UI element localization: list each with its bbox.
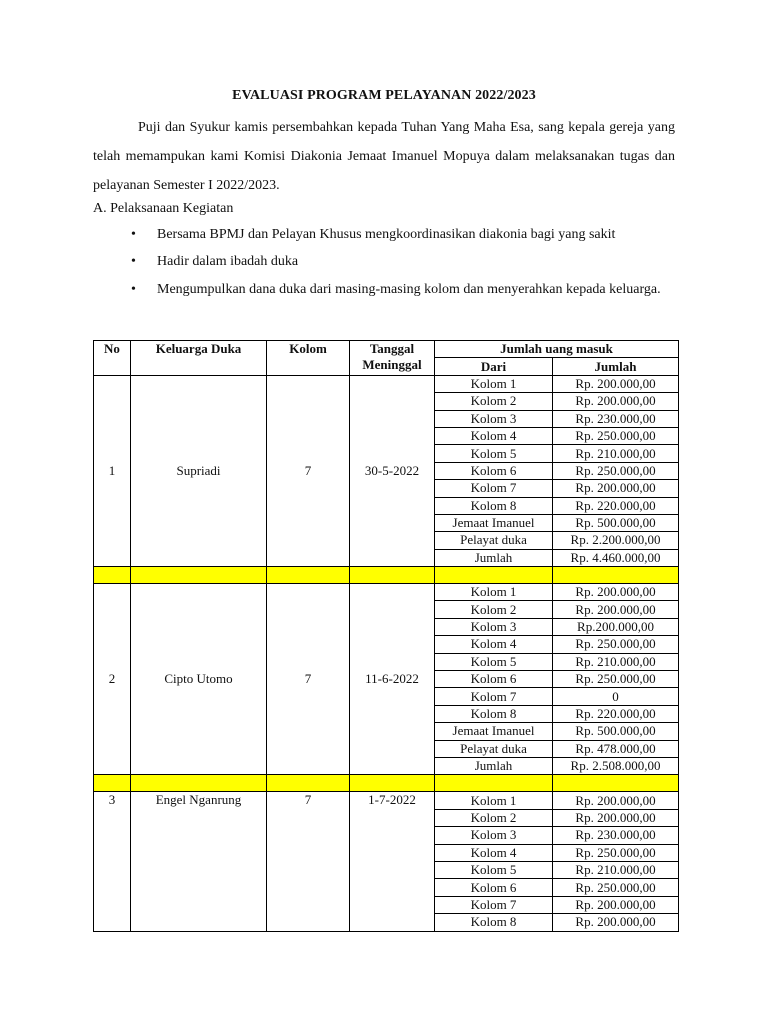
separator-cell [267,567,350,584]
bullet-icon: • [131,282,136,297]
cell-jumlah: Rp. 200.000,00 [553,809,679,826]
table-row [94,792,679,809]
header-tanggal-meninggal: Tanggal Meninggal [350,341,435,376]
cell-jumlah: Rp. 4.460.000,00 [553,549,679,566]
cell-dari: Kolom 4 [435,427,553,444]
cell-dari: Jumlah [435,757,553,774]
activity-text: Mengumpulkan dana duka dari masing-masing kolom dan menyerahkan kepada keluarga. [157,282,661,297]
separator-cell [267,775,350,792]
cell-keluarga-duka: Supriadi [131,375,267,566]
cell-kolom: 7 [267,792,350,931]
cell-keluarga-duka: Cipto Utomo [131,584,267,775]
cell-dari: Jemaat Imanuel [435,723,553,740]
cell-dari: Kolom 6 [435,462,553,479]
cell-jumlah: Rp. 230.000,00 [553,410,679,427]
header-jumlah-uang-masuk: Jumlah uang masuk [435,341,679,358]
cell-dari: Kolom 8 [435,497,553,514]
cell-dari: Kolom 1 [435,792,553,809]
highlight-separator-row [94,775,679,792]
cell-kolom: 7 [267,584,350,775]
cell-dari: Kolom 1 [435,375,553,392]
separator-cell [94,775,131,792]
bullet-icon: • [131,227,136,242]
cell-jumlah: Rp. 500.000,00 [553,723,679,740]
cell-jumlah: Rp. 220.000,00 [553,705,679,722]
cell-jumlah: Rp. 200.000,00 [553,914,679,931]
cell-jumlah: Rp. 200.000,00 [553,584,679,601]
cell-jumlah: Rp. 210.000,00 [553,653,679,670]
table-row [94,375,679,392]
intro-paragraph [93,113,675,200]
document-title: EVALUASI PROGRAM PELAYANAN 2022/2023 [232,88,536,103]
header-no: No [94,341,131,376]
cell-dari: Kolom 2 [435,809,553,826]
cell-dari: Kolom 2 [435,601,553,618]
cell-jumlah: Rp. 2.508.000,00 [553,757,679,774]
activity-item [129,225,675,245]
table-body [94,375,679,931]
header-kolom: Kolom [267,341,350,376]
separator-cell [435,775,553,792]
cell-jumlah: Rp. 250.000,00 [553,671,679,688]
cell-dari: Kolom 7 [435,688,553,705]
cell-dari: Kolom 3 [435,410,553,427]
cell-dari: Kolom 6 [435,879,553,896]
cell-jumlah: Rp. 200.000,00 [553,792,679,809]
cell-dari: Pelayat duka [435,740,553,757]
separator-cell [553,775,679,792]
separator-cell [553,567,679,584]
cell-keluarga-duka: Engel Nganrung [131,792,267,931]
cell-jumlah: Rp. 250.000,00 [553,879,679,896]
header-keluarga-duka: Keluarga Duka [131,341,267,376]
cell-jumlah: Rp. 210.000,00 [553,445,679,462]
cell-dari: Kolom 5 [435,445,553,462]
table-header-row [94,341,679,358]
bullet-icon: • [131,254,136,269]
cell-dari: Kolom 6 [435,671,553,688]
cell-jumlah: Rp. 478.000,00 [553,740,679,757]
cell-kolom: 7 [267,375,350,566]
cell-dari: Kolom 1 [435,584,553,601]
section-heading-a: A. Pelaksanaan Kegiatan [93,201,234,216]
activity-text: Hadir dalam ibadah duka [157,254,299,269]
separator-cell [435,567,553,584]
cell-jumlah: Rp. 250.000,00 [553,427,679,444]
cell-jumlah: Rp. 2.200.000,00 [553,532,679,549]
funeral-fund-table [93,340,679,932]
separator-cell [350,567,435,584]
cell-jumlah: Rp. 200.000,00 [553,896,679,913]
cell-dari: Kolom 5 [435,653,553,670]
activity-list [129,225,675,304]
cell-dari: Kolom 4 [435,636,553,653]
cell-jumlah: Rp. 210.000,00 [553,861,679,878]
cell-no: 3 [94,792,131,931]
cell-no: 1 [94,375,131,566]
activity-item [129,252,675,272]
header-dari: Dari [435,358,553,375]
intro-text: Puji dan Syukur kamis persembahkan kepada Tuhan Yang Maha Esa, sang kepala gereja yang telah memampukan kami Komisi Diakonia Jemaat Imanuel Mopuya dalam melaksanakan tugas dan pelayanan Semester I 2022/2023. [93,120,675,193]
cell-jumlah: Rp. 200.000,00 [553,601,679,618]
cell-jumlah: Rp. 500.000,00 [553,514,679,531]
cell-tanggal-meninggal: 1-7-2022 [350,792,435,931]
cell-dari: Jumlah [435,549,553,566]
cell-dari: Kolom 8 [435,914,553,931]
cell-tanggal-meninggal: 30-5-2022 [350,375,435,566]
cell-jumlah: Rp. 230.000,00 [553,827,679,844]
cell-dari: Kolom 5 [435,861,553,878]
cell-jumlah: 0 [553,688,679,705]
cell-jumlah: Rp. 250.000,00 [553,636,679,653]
cell-jumlah: Rp. 220.000,00 [553,497,679,514]
separator-cell [131,567,267,584]
cell-jumlah: Rp. 200.000,00 [553,480,679,497]
cell-no: 2 [94,584,131,775]
activity-text: Bersama BPMJ dan Pelayan Khusus mengkoordinasikan diakonia bagi yang sakit [157,227,616,242]
cell-tanggal-meninggal: 11-6-2022 [350,584,435,775]
cell-dari: Kolom 3 [435,827,553,844]
highlight-separator-row [94,567,679,584]
cell-dari: Jemaat Imanuel [435,514,553,531]
cell-jumlah: Rp. 200.000,00 [553,375,679,392]
table-row [94,584,679,601]
cell-dari: Kolom 7 [435,896,553,913]
separator-cell [94,567,131,584]
cell-jumlah: Rp.200.000,00 [553,618,679,635]
cell-dari: Kolom 4 [435,844,553,861]
separator-cell [131,775,267,792]
cell-dari: Kolom 8 [435,705,553,722]
separator-cell [350,775,435,792]
cell-jumlah: Rp. 250.000,00 [553,844,679,861]
cell-dari: Kolom 3 [435,618,553,635]
activity-item [129,276,675,304]
cell-dari: Kolom 7 [435,480,553,497]
cell-jumlah: Rp. 250.000,00 [553,462,679,479]
cell-dari: Kolom 2 [435,393,553,410]
header-jumlah: Jumlah [553,358,679,375]
cell-jumlah: Rp. 200.000,00 [553,393,679,410]
cell-dari: Pelayat duka [435,532,553,549]
